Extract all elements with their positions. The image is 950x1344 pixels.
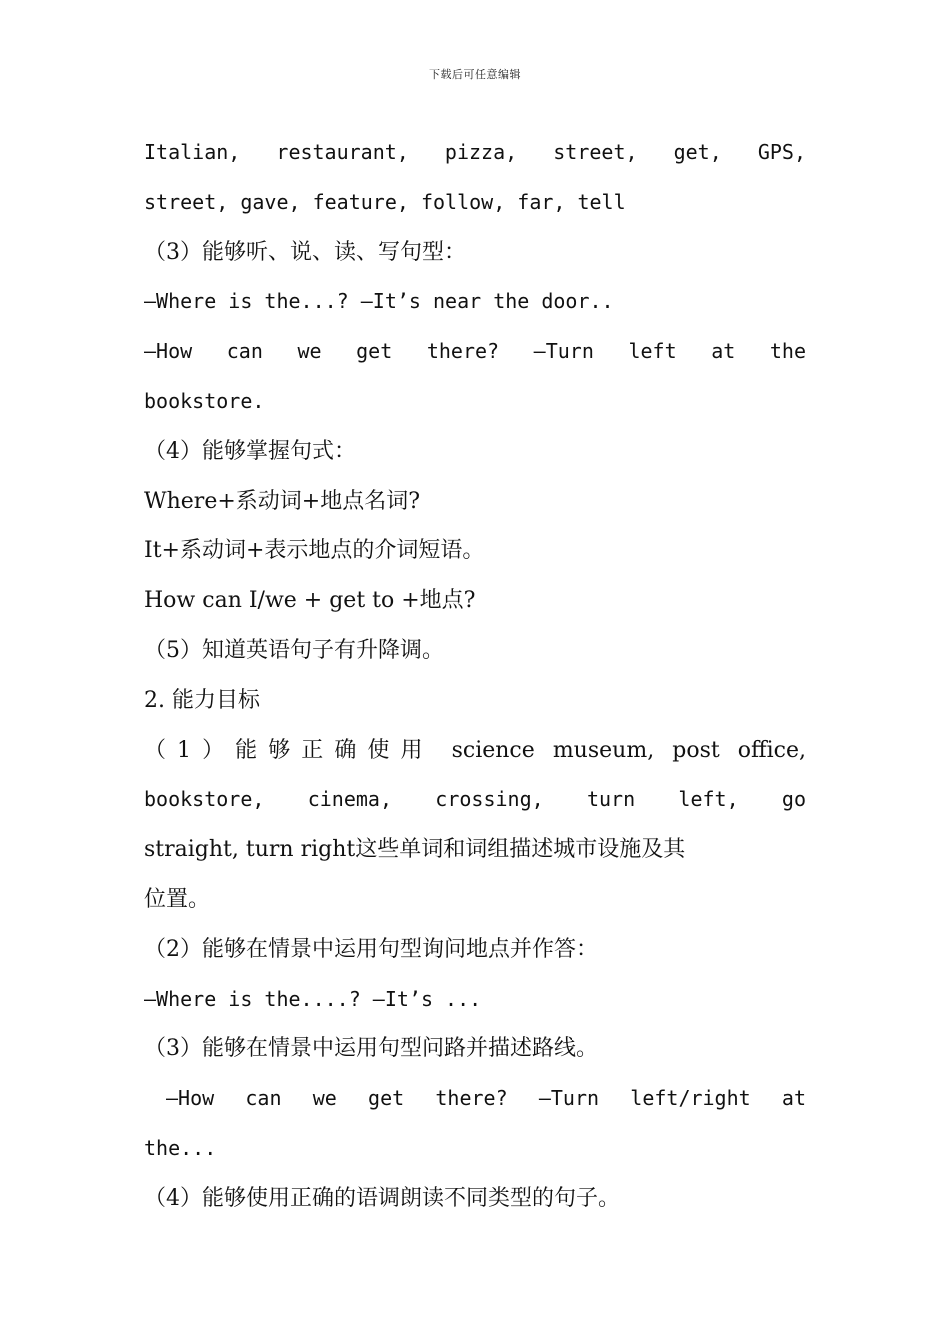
- ability-3-heading: （3）能够在情景中运用句型问路并描述路线。: [144, 1036, 598, 1062]
- sentence-pattern-2-cont: bookstore.: [144, 388, 265, 413]
- ability-1-line-4: 位置。: [144, 886, 211, 912]
- vocab-line-1: Italian, restaurant, pizza, street, get, GPS,: [144, 140, 806, 164]
- sentence-pattern-1: —Where is the...? —It’s near the door..: [144, 289, 614, 314]
- ability-1-line-3: straight, turn right这些单词和词组描述城市设施及其: [144, 837, 686, 863]
- objective-4-heading: （4）能够掌握句式：: [144, 438, 356, 464]
- ability-1-line-2: bookstore, cinema, crossing, turn left, go: [144, 787, 806, 812]
- ability-3-pattern-cont: the...: [144, 1135, 217, 1160]
- ability-2-pattern: —Where is the....? —It’s ...: [144, 986, 482, 1011]
- section-ability-goals: 2. 能力目标: [144, 687, 260, 713]
- page-header-note: 下载后可任意编辑: [429, 68, 521, 81]
- objective-5-heading: （5）知道英语句子有升降调。: [144, 637, 444, 663]
- document-body: [144, 128, 806, 1224]
- structure-1: Where+系动词+地点名词?: [144, 488, 420, 514]
- ability-4-heading: （4）能够使用正确的语调朗读不同类型的句子。: [144, 1185, 620, 1211]
- ability-1-line-1: （1）能够正确使用 science museum, post office,: [144, 737, 806, 763]
- vocab-line-2: street, gave, feature, follow, far, tell: [144, 189, 626, 214]
- structure-3: How can I/we + get to +地点?: [144, 588, 476, 614]
- sentence-pattern-2: —How can we get there? —Turn left at the: [144, 339, 806, 364]
- structure-2: It+系动词+表示地点的介词短语。: [144, 538, 485, 564]
- ability-3-pattern: —How can we get there? —Turn left/right at: [166, 1086, 806, 1111]
- objective-3-heading: （3）能够听、说、读、写句型：: [144, 239, 466, 265]
- ability-2-heading: （2）能够在情景中运用句型询问地点并作答：: [144, 936, 598, 962]
